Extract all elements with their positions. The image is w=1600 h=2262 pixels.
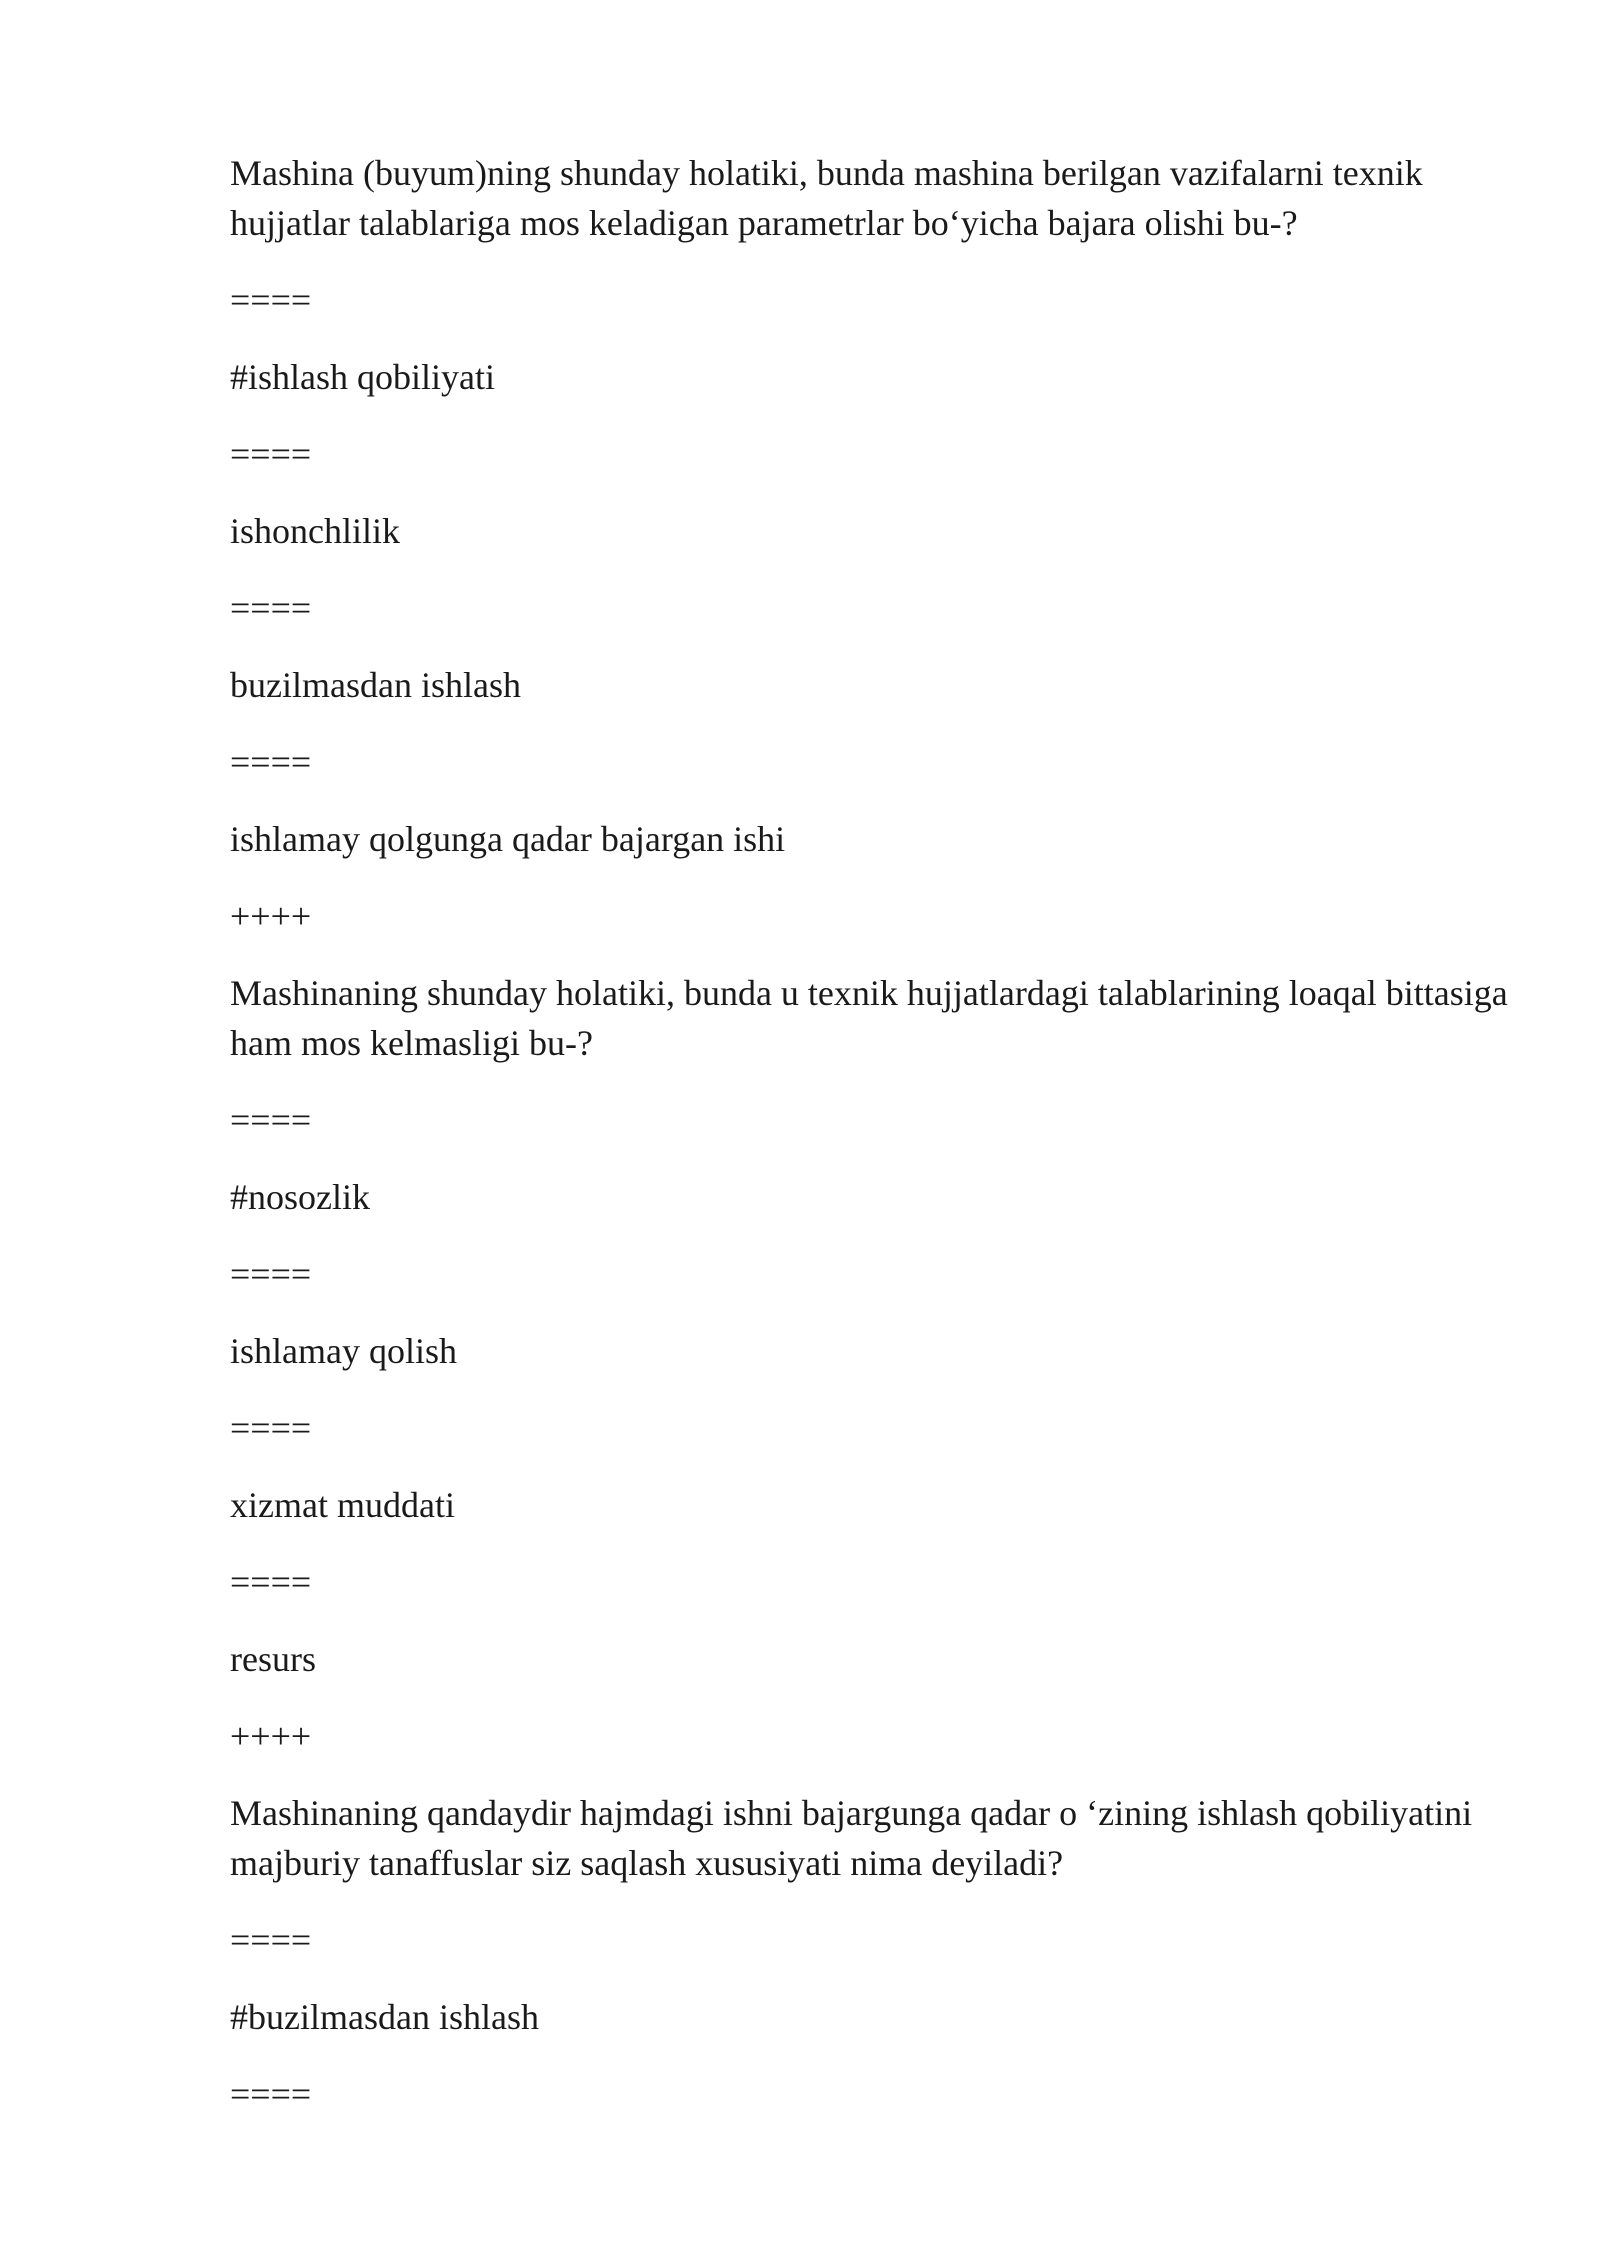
correct-answer: #nosozlik <box>230 1177 370 1217</box>
correct-answer: #ishlash qobiliyati <box>230 357 495 397</box>
question-separator: ++++ <box>230 1716 312 1756</box>
separator: ==== <box>230 1254 312 1294</box>
question-text: Mashina (buyum)ning shunday holatiki, bunda mashina berilgan vazifalarni texnik hujjatlar talablariga mos keladigan parametrlar bo‘yicha bajara olishi bu-? <box>230 153 1423 243</box>
document-body <box>230 148 1530 2146</box>
separator: ==== <box>230 280 312 320</box>
separator: ==== <box>230 1920 312 1960</box>
correct-answer: #buzilmasdan ishlash <box>230 1997 539 2037</box>
separator: ==== <box>230 434 312 474</box>
answer-option: xizmat muddati <box>230 1485 455 1525</box>
answer-option: resurs <box>230 1639 316 1679</box>
question-text: Mashinaning shunday holatiki, bunda u texnik hujjatlardagi talablarining loaqal bittasiga ham mos kelmasligi bu-? <box>230 973 1508 1063</box>
separator: ==== <box>230 2074 312 2114</box>
separator: ==== <box>230 742 312 782</box>
separator: ==== <box>230 1562 312 1602</box>
separator: ==== <box>230 1408 312 1448</box>
answer-option: ishlamay qolgunga qadar bajargan ishi <box>230 819 786 859</box>
question-text: Mashinaning qandaydir hajmdagi ishni bajargunga qadar o ‘zining ishlash qobiliyatini majburiy tanaffuslar siz saqlash xususiyati nima deyiladi? <box>230 1793 1473 1883</box>
separator: ==== <box>230 1100 312 1140</box>
question-separator: ++++ <box>230 896 312 936</box>
answer-option: ishonchlilik <box>230 511 400 551</box>
answer-option: buzilmasdan ishlash <box>230 665 521 705</box>
separator: ==== <box>230 588 312 628</box>
answer-option: ishlamay qolish <box>230 1331 457 1371</box>
